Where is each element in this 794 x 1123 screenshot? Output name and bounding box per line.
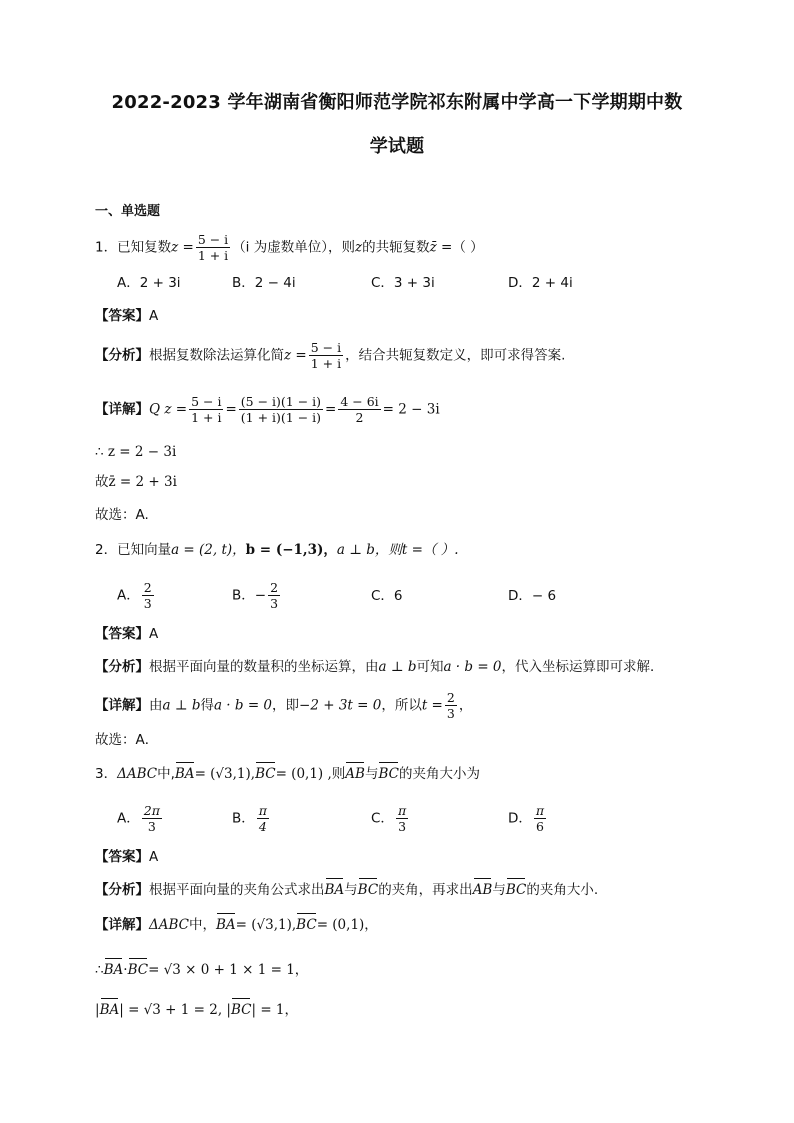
q3-option-d-label: D．: [508, 810, 532, 827]
q2-option-b-den: 3: [270, 596, 279, 611]
q1-detail-frac1: [189, 394, 223, 425]
q1-analysis: [95, 340, 565, 371]
q3-option-b: [232, 803, 271, 834]
q3-stem-a: 3．: [95, 766, 118, 782]
q1-conclusion-a: 故: [95, 474, 109, 490]
q1-option-b: B．2 − 4i: [232, 275, 296, 291]
q1-stem-f: （ ）: [452, 239, 484, 256]
q3-option-b-num: π: [258, 803, 267, 818]
q2-option-a-num: 2: [143, 580, 152, 595]
q2-analysis-a: 根据平面向量的数量积的坐标运算，由: [149, 659, 379, 675]
q3-option-a-den: 3: [147, 819, 156, 834]
q1-answer: [95, 306, 158, 326]
q3-analysis-a: 根据平面向量的夹角公式求出: [149, 882, 325, 898]
q1-detail-frac2-den: (1 + i)(1 − i): [240, 410, 322, 425]
q2-analysis: [95, 657, 664, 677]
q2-option-b-frac: [268, 580, 280, 611]
q2-stem-e: t =（ ）.: [401, 542, 459, 558]
q3-option-c-num: π: [397, 803, 407, 818]
q3-line3-c: | = √3 + 1 = 2, |: [119, 1002, 231, 1018]
q2-choose: 故选：A．: [95, 732, 159, 748]
q2-detail-num: 2: [446, 690, 455, 705]
q3-option-a-frac: [142, 803, 162, 834]
q3-option-a: [117, 803, 164, 834]
q3-analysis-e: 的夹角，再求出: [378, 882, 473, 898]
q3-line3-b: BA: [99, 1002, 120, 1018]
answer-value: A: [149, 308, 159, 324]
q1-detail-frac3: [338, 394, 380, 425]
q2-option-a-den: 3: [143, 596, 152, 611]
q3-line2-d: BC: [127, 962, 149, 978]
q1-choose: 故选：A.: [95, 507, 149, 523]
q3-stem-h: AB: [345, 766, 365, 782]
q1-stem-e: z̄ =: [429, 239, 453, 256]
analysis-tag: 【分析】: [95, 882, 149, 898]
q1-detail-frac1-den: 1 + i: [191, 410, 222, 425]
q1-analysis-text-b: ，结合共轭复数定义，即可求得答案.: [345, 347, 566, 364]
q1-analysis-num: 5 − i: [310, 340, 342, 355]
q2-option-a-label: A．: [117, 587, 140, 604]
q2-stem-d: a ⊥ b，则: [336, 542, 402, 558]
q3-line3-e: | = 1，: [251, 1002, 299, 1018]
q2-option-b-num: 2: [270, 580, 279, 595]
q1-fraction: [196, 232, 230, 263]
q1-analysis-z: z =: [284, 347, 307, 364]
q3-stem-c: 中,: [157, 766, 175, 782]
q2-option-b: [232, 580, 282, 611]
q3-detail-d: = (√3,1),: [235, 917, 297, 933]
q3-option-a-label: A．: [117, 810, 140, 827]
q1-conclusion-b: z̄ = 2 + 3i: [108, 474, 177, 490]
q2-option-c: C．6: [371, 588, 403, 604]
q3-stem-f: BC: [255, 766, 276, 782]
q3-line2-a: ∴: [95, 962, 104, 978]
q2-option-b-label: B．−: [232, 587, 267, 604]
q3-option-c-den: 3: [398, 819, 407, 834]
analysis-tag: 【分析】: [95, 347, 149, 364]
q1-stem-a: 1．已知复数: [95, 239, 172, 256]
q1-analysis-fraction: [309, 340, 343, 371]
q1-option-c: C．3 + 3i: [371, 275, 435, 291]
q3-option-d-den: 6: [536, 819, 544, 834]
q3-line2-e: = √3 × 0 + 1 × 1 = 1，: [148, 962, 309, 978]
q3-analysis-b: BA: [324, 882, 345, 898]
q3-option-c-frac: [396, 803, 408, 834]
q3-magnitudes: [95, 1000, 298, 1020]
q2-detail-e: ，即: [272, 697, 300, 714]
q3-detail-a: ΔABC: [149, 917, 189, 933]
q2-detail-den: 3: [446, 706, 455, 721]
q3-analysis-i: 的夹角大小.: [526, 882, 599, 898]
q2-detail-i: ，: [458, 697, 473, 714]
q2-option-a: [117, 580, 156, 611]
q1-option-d: D．2 + 4i: [508, 275, 573, 291]
q3-option-b-den: 4: [258, 819, 267, 834]
q1-detail-frac2: [239, 394, 323, 425]
q1-analysis-den: 1 + i: [310, 356, 342, 371]
q2-detail-d: a · b = 0: [213, 697, 273, 714]
q3-detail-c: BA: [216, 917, 236, 933]
q1-detail-frac1-num: 5 − i: [191, 394, 222, 409]
q1-detail-frac3-num: 4 − 6i: [340, 394, 379, 409]
q2-analysis-e: ，代入坐标运算即可求解．: [501, 659, 664, 675]
q3-option-d-num: π: [535, 803, 545, 818]
q2-detail-h: t =: [421, 697, 443, 714]
q3-detail-e: BC: [296, 917, 317, 933]
q2-detail-b: a ⊥ b: [162, 697, 201, 714]
q1-detail-a: Q z =: [149, 401, 188, 418]
q1-detail: [95, 394, 440, 425]
doc-title-line2: 学试题: [369, 136, 425, 157]
q2-option-a-frac: [142, 580, 154, 611]
q2-detail-f: −2 + 3t = 0: [299, 697, 382, 714]
q3-detail-b: 中，: [189, 917, 216, 933]
q3-stem-j: BC: [378, 766, 399, 782]
q3-detail-f: = (0,1)，: [316, 917, 378, 933]
q3-analysis-g: 与: [492, 882, 506, 898]
q2-option-d: D．− 6: [508, 588, 557, 604]
q3-stem-g: = (0,1) ,则: [275, 766, 346, 782]
q2-detail-a: 由: [149, 697, 163, 714]
q1-stem-d: 的共轭复数: [362, 239, 430, 256]
q2-detail: [95, 690, 472, 721]
q3-line3-d: BC: [230, 1002, 252, 1018]
q1-option-a: A．2 + 3i: [117, 275, 181, 291]
q3-stem-d: BA: [174, 766, 195, 782]
q2-analysis-c: 可知: [416, 659, 444, 675]
q3-analysis-h: BC: [505, 882, 527, 898]
q2-stem-b: a = (2, t)，: [171, 542, 246, 558]
q3-option-a-num: 2π: [143, 803, 160, 818]
q3-stem-k: 的夹角大小为: [398, 766, 480, 782]
q2-stem-c: b = (−1,3)，: [245, 542, 337, 558]
q1-detail-eq2: =: [325, 401, 337, 418]
q2-stem: [95, 540, 459, 560]
q2-detail-g: ，所以: [381, 697, 422, 714]
answer-tag: 【答案】: [95, 308, 149, 324]
detail-tag: 【详解】: [95, 917, 149, 933]
q1-stem-c: z: [354, 239, 363, 256]
q3-option-b-label: B．: [232, 810, 255, 827]
detail-tag: 【详解】: [95, 401, 149, 418]
q3-option-c: [371, 803, 410, 834]
q1-detail-eq1: =: [225, 401, 237, 418]
section-heading: 一、单选题: [95, 204, 161, 219]
doc-title-line1: 2022-2023 学年湖南省衡阳师范学院祁东附属中学高一下学期期中数: [111, 92, 683, 113]
analysis-tag: 【分析】: [95, 659, 149, 675]
q2-detail-c: 得: [200, 697, 214, 714]
q1-frac-num: 5 − i: [197, 232, 229, 247]
answer-value: A: [149, 626, 159, 642]
q3-analysis-c: 与: [344, 882, 358, 898]
q2-answer: [95, 624, 158, 644]
q3-answer: [95, 847, 158, 867]
q3-line2-b: BA: [103, 962, 124, 978]
q2-detail-frac: [445, 690, 457, 721]
q3-stem-e: = (√3,1),: [194, 766, 256, 782]
q3-option-c-label: C．: [371, 810, 394, 827]
q1-detail-frac3-den: 2: [355, 410, 364, 425]
q3-option-d-frac: [534, 803, 546, 834]
answer-value: A: [149, 849, 159, 865]
q3-analysis: [95, 880, 598, 900]
answer-tag: 【答案】: [95, 626, 149, 642]
q3-dot-product: [95, 960, 308, 980]
answer-tag: 【答案】: [95, 849, 149, 865]
q1-stem-b: （i 为虚数单位），则: [232, 239, 355, 256]
q1-frac-den: 1 + i: [197, 248, 229, 263]
q3-analysis-f: AB: [472, 882, 493, 898]
q3-detail: [95, 915, 378, 935]
q3-option-b-frac: [257, 803, 269, 834]
q1-therefore: ∴ z = 2 − 3i: [95, 444, 177, 460]
q3-line2-c: ·: [123, 962, 128, 978]
q3-line3-a: |: [95, 1002, 100, 1018]
detail-tag: 【详解】: [95, 697, 149, 714]
q1-analysis-text-a: 根据复数除法运算化简: [149, 347, 284, 364]
q2-analysis-b: a ⊥ b: [378, 659, 417, 675]
q3-stem-b: ΔABC: [117, 766, 158, 782]
q3-option-d: [508, 803, 548, 834]
q3-analysis-d: BC: [357, 882, 379, 898]
q1-stem: [95, 232, 484, 263]
q1-detail-tail: = 2 − 3i: [382, 401, 440, 418]
q3-stem-i: 与: [364, 766, 379, 782]
q2-analysis-d: a · b = 0: [443, 659, 502, 675]
q2-stem-a: 2．已知向量: [95, 542, 172, 558]
q1-conclusion: [95, 472, 177, 492]
q1-detail-frac2-num: (5 − i)(1 − i): [240, 394, 322, 409]
q1-stem-z: z =: [171, 239, 194, 256]
q3-stem: [95, 764, 480, 784]
